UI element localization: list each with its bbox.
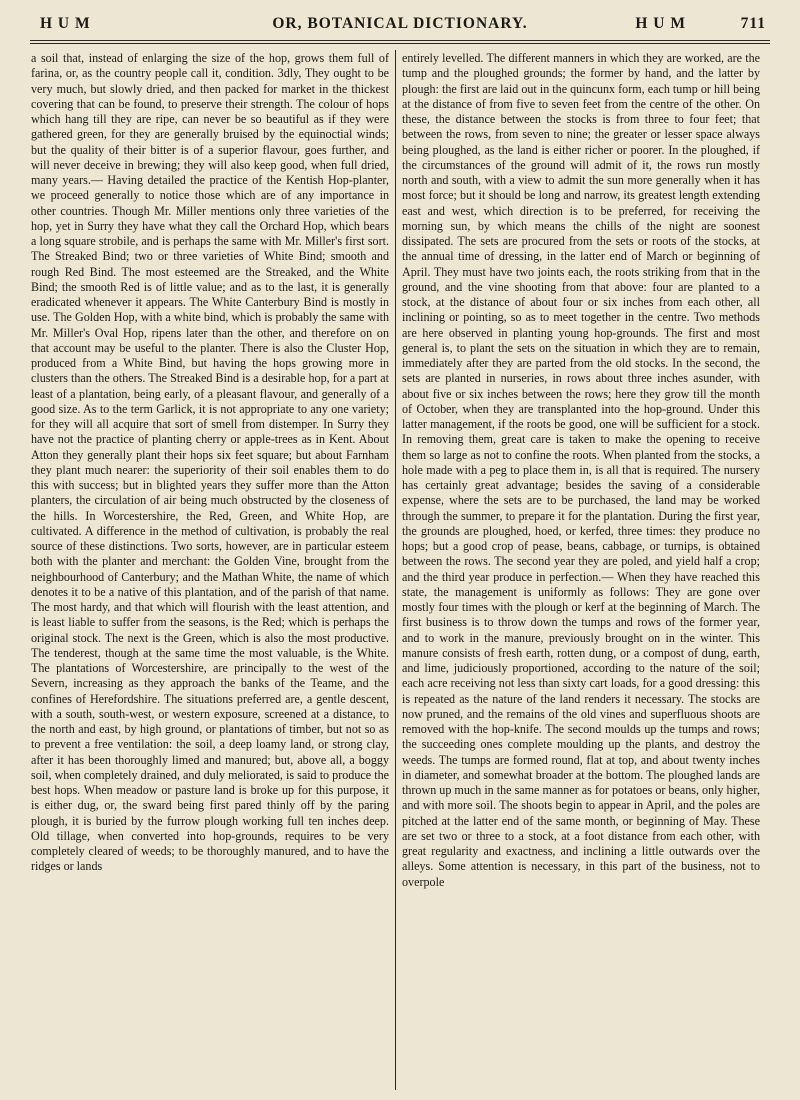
right-column-text: entirely levelled. The different manners in which they are worked, are the tump and the ploughed grounds; the former by hand, and the latter by plough: the first are laid out in the quincunx form, each tump or hill being at the distance of from five to seven feet from the centre of the other. On these, the distance between the stocks is from three to four feet; that between the rows, from seven to nine; the greater or lesser space always being ploughed, as the land is either richer or poorer. In the ploughed, if the circumstances of the ground will admit of it, the rows run mostly north and south, with a view to admit the sun more generally when it has most force; but it should be long and narrow, its greatest length extending east and west, which direction is to be preferred, for receiving the morning sun, by which means the chills of the night are soonest dissipated. The sets are procured from the sets or roots of the stocks, at the annual time of dressing, in the latter end of March or beginning of April. They must have two joints each, the roots striking from that in the ground, and the vine shooting from that above: four are planted to a stock, at the distance of about four or six inches from each other, all inclining or pointing, so as to meet together in the centre. Two methods are here observed in planting young hop-grounds. The first and most general is, to plant the sets on the situation in which they are to remain, immediately after they are parted from the old stocks. In the second, the sets are planted in nurseries, in rows about three inches asunder, with about five or six inches between the rows; here they grow till the month of October, when they are transplanted into the hop-ground. Under this latter management, if the roots be good, one will be sufficient for a stock. In removing them, great care is taken to make the opening to receive them so large as not to confine the roots. When planted from the stocks, a hole made with a peg to place them in, is all that is required. The nursery has certainly great advantage; besides the saving of a considerable expense, where the sets are to be purchased, the land may be worked through the summer, to prepare it for the plantation. During the first year, the grounds are ploughed, hoed, or kerfed, three times: they produce no hops; but a good crop of pease, beans, cabbage, or turnips, is obtained between the rows. The second year they are poled, and yield half a crop; and the third year produce in perfection.— When they have reached this state, the management is uniformly as follows: They are gone over mostly four times with the plough or kerf at the beginning of March. The first business is to throw down the tumps and rows of the former year, and to work in the manure, previously brought on in the winter. This manure consists of fresh earth, rotten dung, or a compost of dung, earth, and lime, judiciously proportioned, according to the nature of the soil; each acre receiving not less than sixty cart loads, for a good dressing: this is repeated as the nature of the land renders it necessary. The stocks are now pruned, and the remains of the old vines and superfluous shoots are removed with the hop-knife. The second moulds up the tumps and rows; the succeeding ones complete moulding up the plants, and destroy the weeds. The tumps are formed round, flat at top, and about twenty inches in diameter, and somewhat broader at the bottom. The ploughed lands are thrown up much in the same manner as for potatoes or beans, only higher, and with more soil. The shoots begin to appear in April, and the poles are pitched at the latter end of the same month, or beginning of May. These are set two or three to a stock, at a foot distance from each other, with great regularity and exactness, and inclining a little outwards over the alleys. Some attention is necessary, in this part of the business, not to overpole xyxy=(402,51,760,889)
column-divider xyxy=(395,50,396,1090)
header-right-word: H U M xyxy=(635,15,686,32)
header-rule-top xyxy=(30,40,770,41)
header-title: OR, BOTANICAL DICTIONARY. xyxy=(272,15,528,32)
header-rule-bottom xyxy=(30,43,770,44)
header-left-word: H U M xyxy=(40,15,91,32)
right-column xyxy=(402,51,760,1091)
left-column-text: a soil that, instead of enlarging the size of the hop, grows them full of farina, or, as the country people call it, condition. 3dly, They ought to be very much, but slowly dried, and then packed for market in the thickest covering that can be found, to preserve their strength. The colour of hops which hang till they are ripe, can never be so beautiful as if they were gathered green, for they are generally bruised by the equinoctial winds; but the quality of their bitter is of a superior flavour, goes further, and will never deceive in brewing; they will also keep good, when full dried, many years.— Having detailed the practice of the Kentish Hop-planter, we proceed generally to notice those which are of any importance in other countries. Though Mr. Miller mentions only three varieties of the hop, yet in Surry they have what they call the Orchard Hop, which bears a long square strobile, and is perhaps the same with Mr. Miller's first sort. The Streaked Bind; two or three varieties of White Bind; smooth and rough Red Bind. The most esteemed are the Streaked, and the White Bind; the smooth Red is of little value; and as to the last, it is generally eradicated whenever it appears. The White Canterbury Bind is mostly in use. The Golden Hop, with a white bind, which is probably the same with Mr. Miller's Oval Hop, ripens later than the other, and therefore on on that account may be useful to the planter. There is also the Cluster Hop, produced from a White Bind, but having the hops growing more in clusters than the others. The Streaked Bind is a desirable hop, for a part at least of a plantation, being early, of a pleasant flavour, and generally of a good size. As to the term Garlick, it is not appropriate to any one variety; for they will all acquire that sort of smell from distemper. In Surry they have not the practice of planting cherry or apple-trees as in Kent. About Atton they generally plant their hops six feet square; but about Farnham they plant much nearer: the superiority of their soil enables them to do this with success; but in blighted years they suffer more than the Atton planters, the circulation of air being much obstructed by the closeness of the hills. In Worcestershire, the Red, Green, and White Hop, are cultivated. A difference in the method of cultivation, is probably the real source of these distinctions. Two sorts, however, are in particular esteem both with the planter and merchant: the Golden Vine, brought from the neighbourhood of Canterbury; and the Mathan White, the name of which denotes it to be a native of this plantation, and of the parish of that name. The most hardy, and that which will flourish with the least attention, and is least liable to suffer from the seasons, is the Red; which is perhaps the original stock. The next is the Green, which is also the most productive. The tenderest, though at the same time the most valuable, is the White. The plantations of Worcestershire, are principally to the west of the Severn, increasing as they approach the banks of the Teame, and the confines of Herefordshire. The situations preferred are, a gentle descent, with a south, south-west, or western exposure, screened at a distance, to the north and east, by high ground, or plantations of timber, but not so as to prevent a free ventilation: the soil, a deep loamy land, or strong clay, after it has been thoroughly limed and manured; but, above all, a boggy soil, when completely drained, and duly meliorated, is said to produce the best hops. When meadow or pasture land is broke up for this purpose, it is either dug, or, the sward being first pared thinly off by the paring plough, it is buried by the furrow plough working full ten inches deep. Old tillage, when converted into hop-grounds, requires to be very completely cleared of weeds; to be thoroughly manured, and to have the ridges or lands xyxy=(31,51,389,874)
page-number: 711 xyxy=(740,15,766,32)
left-column xyxy=(31,51,389,1091)
running-header xyxy=(34,15,766,41)
